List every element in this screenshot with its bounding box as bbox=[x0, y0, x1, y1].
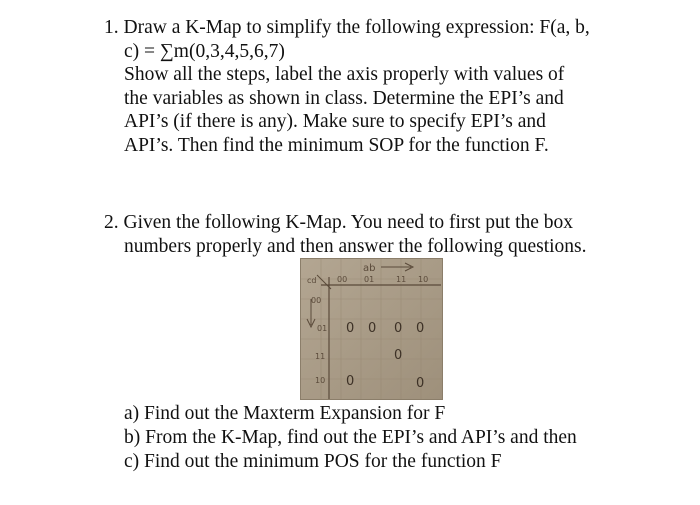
question-1-line: c) = ∑m(0,3,4,5,6,7) bbox=[124, 40, 285, 62]
kmap-cell: 0 bbox=[416, 376, 425, 391]
question-1-line: API’s. Then find the minimum SOP for the function F. bbox=[124, 134, 549, 156]
sub-question-b: b) From the K-Map, find out the EPI’s and API’s and then bbox=[124, 427, 577, 448]
kmap-row-header: 10 bbox=[315, 376, 326, 385]
question-2 bbox=[104, 211, 664, 258]
kmap-row-header: 00 bbox=[311, 296, 322, 305]
kmap-photo bbox=[300, 258, 443, 400]
kmap-cell: 0 bbox=[394, 321, 403, 336]
question-2-line: numbers properly and then answer the following questions. bbox=[124, 235, 587, 257]
kmap-cell: 0 bbox=[346, 374, 355, 389]
kmap-drawing bbox=[301, 259, 442, 399]
sub-question-a: a) Find out the Maxterm Expansion for F bbox=[124, 403, 446, 424]
kmap-side-variable: cd bbox=[307, 276, 317, 285]
kmap-cell: 0 bbox=[368, 321, 377, 336]
question-1-line: 1. Draw a K-Map to simplify the following expression: F(a, b, bbox=[104, 17, 590, 38]
sub-question-c: c) Find out the minimum POS for the function F bbox=[124, 451, 502, 472]
sub-questions bbox=[124, 402, 577, 474]
kmap-row-header: 11 bbox=[315, 352, 326, 361]
kmap-cell: 0 bbox=[346, 321, 355, 336]
question-1 bbox=[104, 16, 664, 157]
kmap-col-header: 11 bbox=[396, 275, 407, 284]
kmap-col-header: 10 bbox=[418, 275, 429, 284]
kmap-cell: 0 bbox=[416, 321, 425, 336]
question-1-line: Show all the steps, label the axis properly with values of bbox=[124, 64, 565, 85]
question-2-line: 2. Given the following K-Map. You need to first put the box bbox=[104, 212, 574, 233]
question-1-line: API’s (if there is any). Make sure to specify EPI’s and bbox=[124, 111, 546, 132]
kmap-row-header: 01 bbox=[317, 324, 328, 333]
kmap-col-header: 00 bbox=[337, 275, 348, 284]
question-1-line: the variables as shown in class. Determine the EPI’s and bbox=[124, 87, 564, 109]
kmap-top-variable: ab bbox=[363, 263, 376, 274]
kmap-col-header: 01 bbox=[364, 275, 375, 284]
kmap-cell: 0 bbox=[394, 348, 403, 363]
